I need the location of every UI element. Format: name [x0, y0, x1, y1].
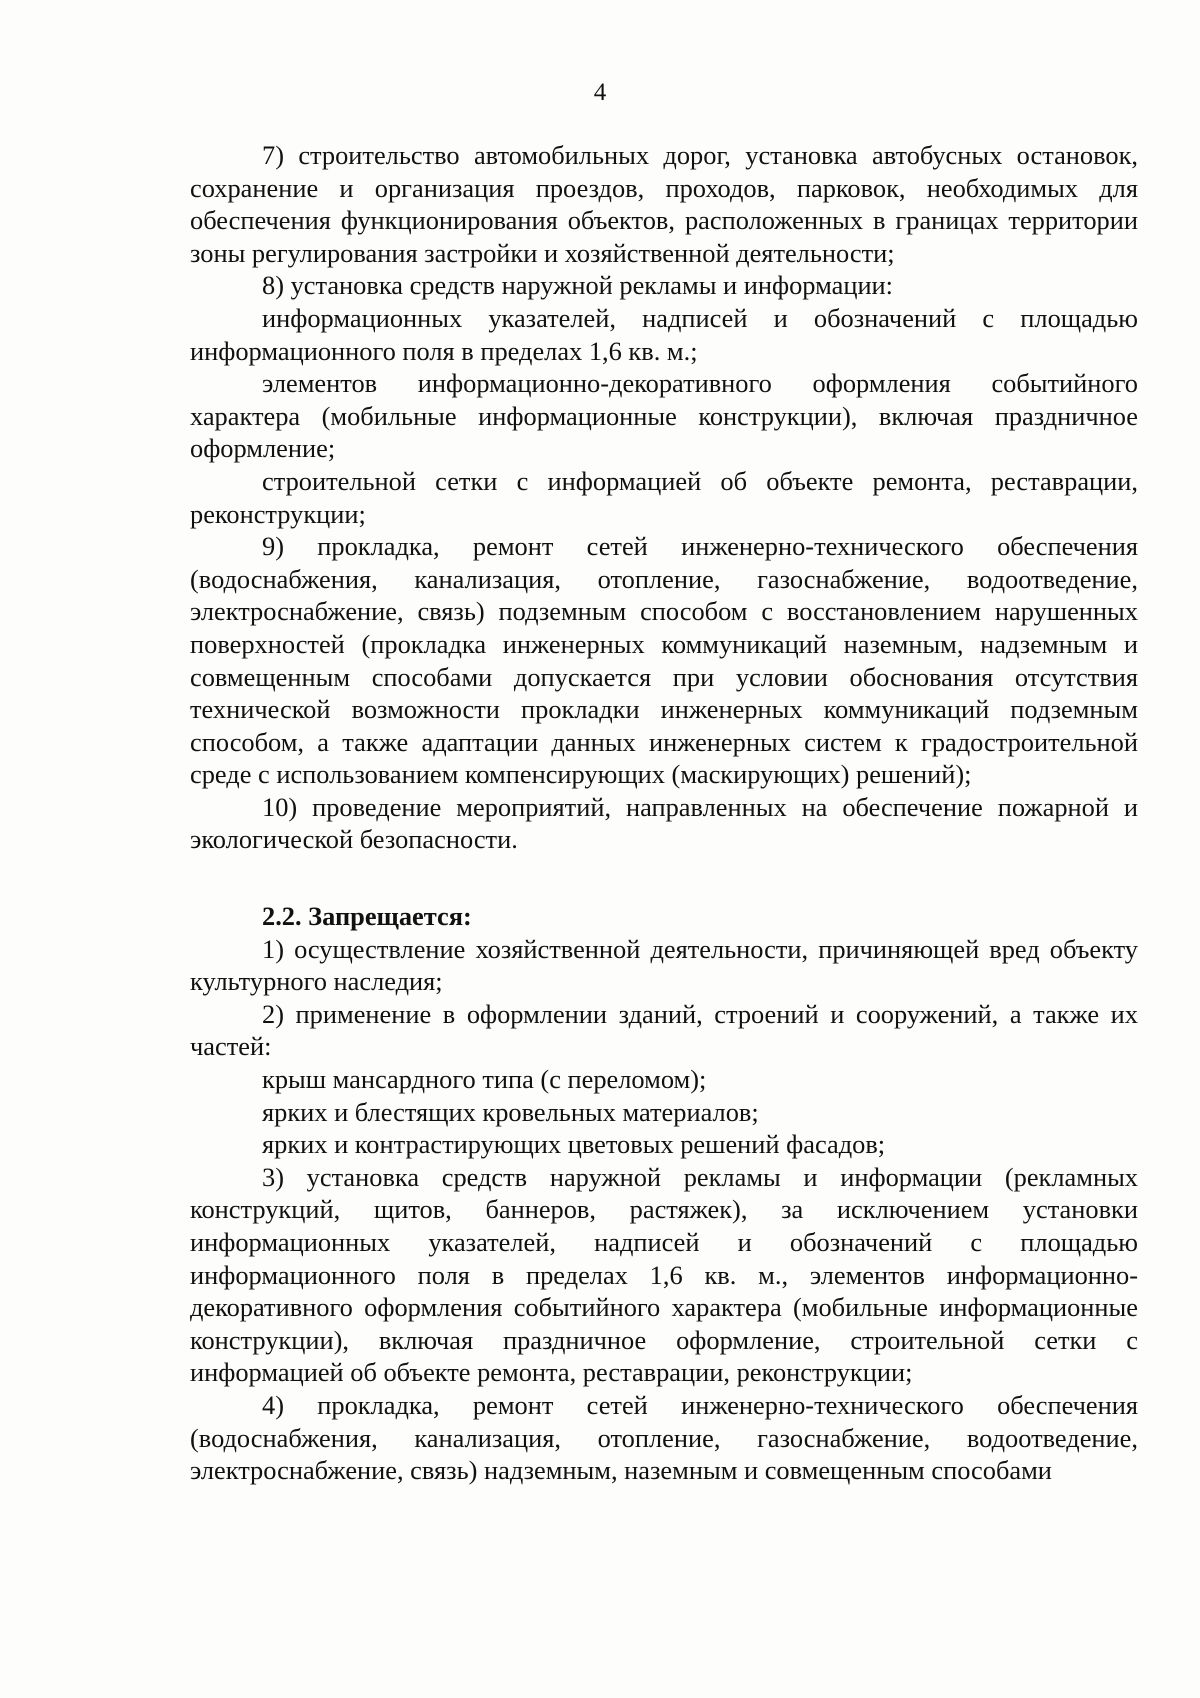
section-spacer [190, 856, 1138, 900]
section-heading: 2.2. Запрещается: [262, 901, 472, 932]
prohibited-item-4: 4) прокладка, ремонт сетей инженерно-технического обеспечения (водоснабжения, канализация, отопление, газоснабжение, водоотведение, электроснабжение, связь) надземным, наземным и совмещенным способами [190, 1389, 1138, 1486]
paragraph-item-10: 10) проведение мероприятий, направленных на обеспечение пожарной и экологической безопасности. [190, 791, 1138, 855]
paragraph-subitem-decor: элементов информационно-декоративного оформления событийного характера (мобильные информационные конструкции), включая праздничное оформление; [190, 368, 1138, 464]
prohibited-item-1: 1) осуществление хозяйственной деятельности, причиняющей вред объекту культурного наследия; [190, 933, 1138, 997]
paragraph-subitem-mesh: строительной сетки с информацией об объекте ремонта, реставрации, реконструкции; [190, 465, 1138, 529]
prohibited-subitem-materials: ярких и блестящих кровельных материалов; [262, 1096, 759, 1127]
prohibited-subitem-roofs: крыш мансардного типа (с переломом); [262, 1064, 707, 1095]
prohibited-item-2: 2) применение в оформлении зданий, строений и сооружений, а также их частей: [190, 998, 1138, 1062]
page-number: 4 [593, 79, 607, 106]
paragraph-item-7: 7) строительство автомобильных дорог, установка автобусных остановок, сохранение и организация проездов, проходов, парковок, необходимых для обеспечения функционирования объектов, расположенных в границах территории зоны регулирования застройки и хозяйственной деятельности; [190, 140, 1138, 268]
paragraph-subitem-signs: информационных указателей, надписей и обозначений с площадью информационного поля в пределах 1,6 кв. м.; [190, 302, 1138, 366]
paragraph-item-8: 8) установка средств наружной рекламы и информации: [262, 270, 894, 301]
paragraph-item-9: 9) прокладка, ремонт сетей инженерно-технического обеспечения (водоснабжения, канализация, отопление, газоснабжение, водоотведение, электроснабжение, связь) подземным способом с восстановлением нарушенных поверхностей (прокладка инженерных коммуникаций наземным, надземным и совмещенным способами допускается при условии обоснования отсутствия технической возможности прокладки инженерных коммуникаций подземным способом, а также адаптации данных инженерных систем к градостроительной среде с использованием компенсирующих (маскирующих) решений); [190, 531, 1138, 790]
prohibited-item-3: 3) установка средств наружной рекламы и информации (рекламных конструкций, щитов, баннеров, растяжек), за исключением установки информационных указателей, надписей и обозначений с площадью информационного поля в пределах 1,6 кв. м., элементов информационно-декоративного оформления событийного характера (мобильные информационные конструкции), включая праздничное оформление, строительной сетки с информацией об объекте ремонта, реставрации, реконструкции; [190, 1161, 1138, 1388]
document-body [190, 139, 1138, 1487]
prohibited-subitem-facades: ярких и контрастирующих цветовых решений фасадов; [262, 1129, 886, 1160]
